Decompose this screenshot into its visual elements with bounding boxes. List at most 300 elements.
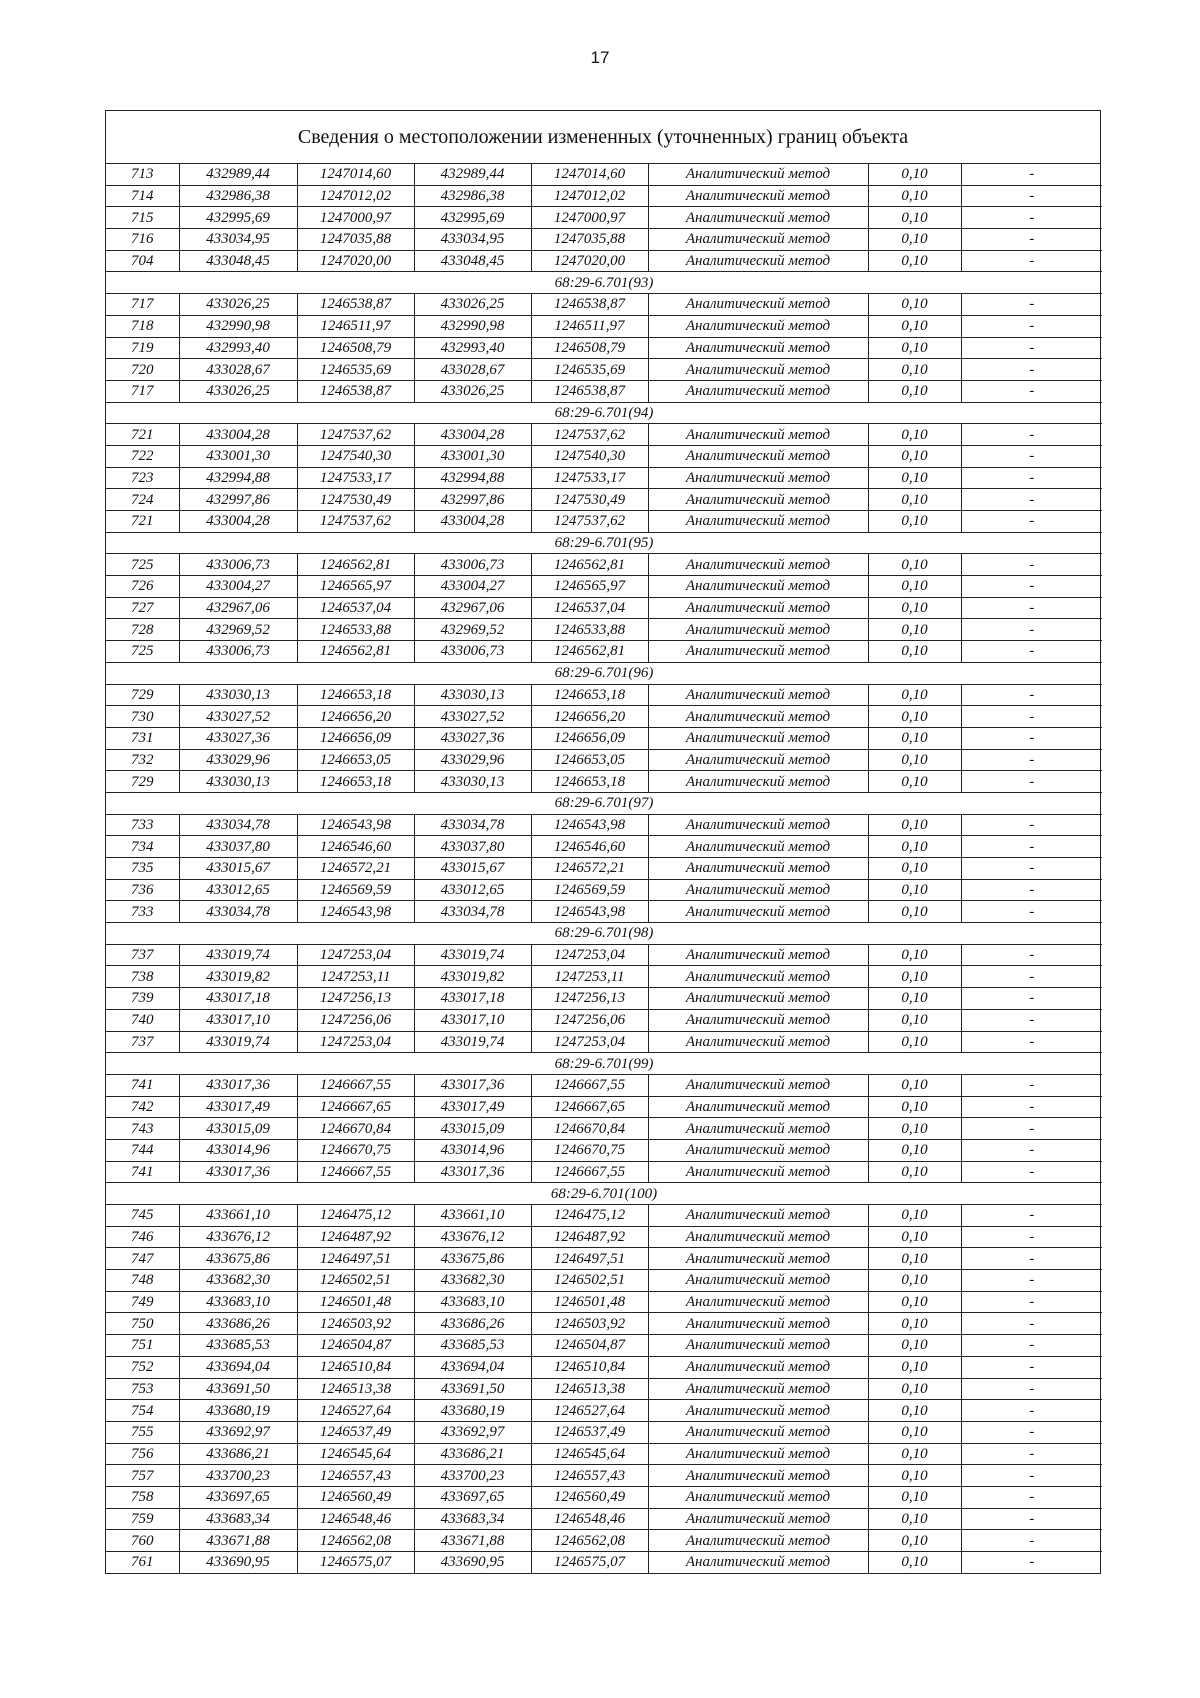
x-new: 433017,10 xyxy=(414,1009,531,1031)
note-cell: - xyxy=(961,1335,1102,1357)
note-cell: - xyxy=(961,229,1102,251)
table-row xyxy=(106,597,1102,619)
method-cell: Аналитический метод xyxy=(648,554,868,576)
accuracy-cell: 0,10 xyxy=(868,1552,961,1573)
table-row xyxy=(106,445,1102,467)
accuracy-cell: 0,10 xyxy=(868,641,961,663)
table-row xyxy=(106,1161,1102,1183)
note-cell: - xyxy=(961,879,1102,901)
point-number: 717 xyxy=(106,380,179,402)
y-old: 1246513,38 xyxy=(297,1378,414,1400)
point-number: 714 xyxy=(106,185,179,207)
note-cell: - xyxy=(961,164,1102,185)
method-cell: Аналитический метод xyxy=(648,1378,868,1400)
table-row xyxy=(106,966,1102,988)
table-body xyxy=(106,164,1102,1573)
table-row xyxy=(106,1530,1102,1552)
x-old: 433017,36 xyxy=(179,1074,297,1096)
point-number: 726 xyxy=(106,576,179,598)
accuracy-cell: 0,10 xyxy=(868,1421,961,1443)
y-old: 1247537,62 xyxy=(297,424,414,446)
method-cell: Аналитический метод xyxy=(648,1421,868,1443)
x-old: 433026,25 xyxy=(179,294,297,316)
y-new: 1246562,81 xyxy=(531,641,648,663)
accuracy-cell: 0,10 xyxy=(868,1074,961,1096)
y-old: 1246557,43 xyxy=(297,1465,414,1487)
x-new: 433685,53 xyxy=(414,1335,531,1357)
note-cell: - xyxy=(961,380,1102,402)
note-cell: - xyxy=(961,1161,1102,1183)
x-new: 432993,40 xyxy=(414,337,531,359)
y-new: 1246475,12 xyxy=(531,1205,648,1227)
y-new: 1247035,88 xyxy=(531,229,648,251)
method-cell: Аналитический метод xyxy=(648,315,868,337)
point-number: 731 xyxy=(106,727,179,749)
point-number: 743 xyxy=(106,1118,179,1140)
y-new: 1246533,88 xyxy=(531,619,648,641)
y-new: 1246670,84 xyxy=(531,1118,648,1140)
method-cell: Аналитический метод xyxy=(648,445,868,467)
point-number: 756 xyxy=(106,1443,179,1465)
y-old: 1246537,49 xyxy=(297,1421,414,1443)
point-number: 737 xyxy=(106,1031,179,1053)
table-row xyxy=(106,684,1102,706)
point-number: 717 xyxy=(106,294,179,316)
y-old: 1247035,88 xyxy=(297,229,414,251)
point-number: 735 xyxy=(106,858,179,880)
x-old: 433034,95 xyxy=(179,229,297,251)
table-row xyxy=(106,727,1102,749)
x-old: 433026,25 xyxy=(179,380,297,402)
table-row xyxy=(106,489,1102,511)
y-new: 1246656,20 xyxy=(531,706,648,728)
note-cell: - xyxy=(961,1313,1102,1335)
y-old: 1246504,87 xyxy=(297,1335,414,1357)
x-new: 433675,86 xyxy=(414,1248,531,1270)
y-new: 1246670,75 xyxy=(531,1139,648,1161)
table-row xyxy=(106,858,1102,880)
method-cell: Аналитический метод xyxy=(648,879,868,901)
group-header-row xyxy=(106,1183,1102,1205)
point-number: 729 xyxy=(106,684,179,706)
group-header-row xyxy=(106,272,1102,294)
y-old: 1247256,06 xyxy=(297,1009,414,1031)
accuracy-cell: 0,10 xyxy=(868,1356,961,1378)
table-row xyxy=(106,901,1102,923)
y-old: 1246562,08 xyxy=(297,1530,414,1552)
table-row xyxy=(106,1074,1102,1096)
y-old: 1246656,09 xyxy=(297,727,414,749)
note-cell: - xyxy=(961,858,1102,880)
table-row xyxy=(106,814,1102,836)
x-new: 433014,96 xyxy=(414,1139,531,1161)
method-cell: Аналитический метод xyxy=(648,1465,868,1487)
point-number: 741 xyxy=(106,1074,179,1096)
method-cell: Аналитический метод xyxy=(648,836,868,858)
y-new: 1246503,92 xyxy=(531,1313,648,1335)
x-new: 433006,73 xyxy=(414,554,531,576)
y-new: 1246653,05 xyxy=(531,749,648,771)
point-number: 718 xyxy=(106,315,179,337)
x-new: 433048,45 xyxy=(414,250,531,272)
y-new: 1247256,06 xyxy=(531,1009,648,1031)
x-old: 433700,23 xyxy=(179,1465,297,1487)
y-old: 1247253,04 xyxy=(297,1031,414,1053)
note-cell: - xyxy=(961,424,1102,446)
accuracy-cell: 0,10 xyxy=(868,250,961,272)
y-old: 1247256,13 xyxy=(297,988,414,1010)
method-cell: Аналитический метод xyxy=(648,901,868,923)
x-old: 432995,69 xyxy=(179,207,297,229)
x-new: 433030,13 xyxy=(414,771,531,793)
y-old: 1246565,97 xyxy=(297,576,414,598)
point-number: 761 xyxy=(106,1552,179,1573)
x-old: 433006,73 xyxy=(179,554,297,576)
x-new: 432989,44 xyxy=(414,164,531,185)
x-old: 432990,98 xyxy=(179,315,297,337)
group-label: 68:29-6.701(95) xyxy=(106,532,1102,554)
point-number: 732 xyxy=(106,749,179,771)
accuracy-cell: 0,10 xyxy=(868,576,961,598)
x-new: 433661,10 xyxy=(414,1205,531,1227)
group-label: 68:29-6.701(97) xyxy=(106,792,1102,814)
x-old: 433694,04 xyxy=(179,1356,297,1378)
table-row xyxy=(106,294,1102,316)
accuracy-cell: 0,10 xyxy=(868,445,961,467)
x-new: 432997,86 xyxy=(414,489,531,511)
y-new: 1247253,04 xyxy=(531,944,648,966)
note-cell: - xyxy=(961,1443,1102,1465)
method-cell: Аналитический метод xyxy=(648,706,868,728)
x-new: 433034,78 xyxy=(414,814,531,836)
method-cell: Аналитический метод xyxy=(648,1313,868,1335)
y-old: 1247014,60 xyxy=(297,164,414,185)
y-old: 1246543,98 xyxy=(297,814,414,836)
y-new: 1247540,30 xyxy=(531,445,648,467)
x-new: 433682,30 xyxy=(414,1270,531,1292)
accuracy-cell: 0,10 xyxy=(868,706,961,728)
x-old: 433697,65 xyxy=(179,1486,297,1508)
note-cell: - xyxy=(961,489,1102,511)
point-number: 753 xyxy=(106,1378,179,1400)
y-old: 1246487,92 xyxy=(297,1226,414,1248)
x-old: 433030,13 xyxy=(179,771,297,793)
table-row xyxy=(106,1443,1102,1465)
y-old: 1246538,87 xyxy=(297,380,414,402)
note-cell: - xyxy=(961,445,1102,467)
table-row xyxy=(106,315,1102,337)
y-old: 1246502,51 xyxy=(297,1270,414,1292)
table-row xyxy=(106,380,1102,402)
y-new: 1246546,60 xyxy=(531,836,648,858)
method-cell: Аналитический метод xyxy=(648,489,868,511)
point-number: 719 xyxy=(106,337,179,359)
method-cell: Аналитический метод xyxy=(648,164,868,185)
y-old: 1246575,07 xyxy=(297,1552,414,1573)
x-old: 433004,27 xyxy=(179,576,297,598)
y-new: 1247014,60 xyxy=(531,164,648,185)
accuracy-cell: 0,10 xyxy=(868,467,961,489)
table-row xyxy=(106,576,1102,598)
note-cell: - xyxy=(961,1291,1102,1313)
y-old: 1246572,21 xyxy=(297,858,414,880)
accuracy-cell: 0,10 xyxy=(868,380,961,402)
y-new: 1246548,46 xyxy=(531,1508,648,1530)
method-cell: Аналитический метод xyxy=(648,1226,868,1248)
accuracy-cell: 0,10 xyxy=(868,1009,961,1031)
method-cell: Аналитический метод xyxy=(648,1031,868,1053)
y-new: 1247253,04 xyxy=(531,1031,648,1053)
accuracy-cell: 0,10 xyxy=(868,901,961,923)
table-title: Сведения о местоположении измененных (уточненных) границ объекта xyxy=(106,111,1100,164)
x-new: 433029,96 xyxy=(414,749,531,771)
y-old: 1247533,17 xyxy=(297,467,414,489)
method-cell: Аналитический метод xyxy=(648,858,868,880)
note-cell: - xyxy=(961,359,1102,381)
accuracy-cell: 0,10 xyxy=(868,966,961,988)
method-cell: Аналитический метод xyxy=(648,966,868,988)
accuracy-cell: 0,10 xyxy=(868,814,961,836)
table-row xyxy=(106,1465,1102,1487)
accuracy-cell: 0,10 xyxy=(868,1486,961,1508)
table-row xyxy=(106,1248,1102,1270)
x-old: 432986,38 xyxy=(179,185,297,207)
note-cell: - xyxy=(961,250,1102,272)
accuracy-cell: 0,10 xyxy=(868,1161,961,1183)
y-old: 1246503,92 xyxy=(297,1313,414,1335)
point-number: 746 xyxy=(106,1226,179,1248)
table-row xyxy=(106,1205,1102,1227)
x-new: 433697,65 xyxy=(414,1486,531,1508)
x-new: 433034,95 xyxy=(414,229,531,251)
x-old: 432994,88 xyxy=(179,467,297,489)
table-row xyxy=(106,1031,1102,1053)
x-new: 432969,52 xyxy=(414,619,531,641)
x-old: 433661,10 xyxy=(179,1205,297,1227)
y-new: 1246545,64 xyxy=(531,1443,648,1465)
point-number: 745 xyxy=(106,1205,179,1227)
table-row xyxy=(106,1486,1102,1508)
accuracy-cell: 0,10 xyxy=(868,1205,961,1227)
boundary-table-frame xyxy=(105,110,1101,1574)
y-old: 1246562,81 xyxy=(297,641,414,663)
point-number: 750 xyxy=(106,1313,179,1335)
point-number: 749 xyxy=(106,1291,179,1313)
note-cell: - xyxy=(961,1096,1102,1118)
x-new: 433015,09 xyxy=(414,1118,531,1140)
x-new: 433017,18 xyxy=(414,988,531,1010)
x-old: 433691,50 xyxy=(179,1378,297,1400)
point-number: 713 xyxy=(106,164,179,185)
point-number: 716 xyxy=(106,229,179,251)
x-old: 433676,12 xyxy=(179,1226,297,1248)
y-new: 1246537,49 xyxy=(531,1421,648,1443)
note-cell: - xyxy=(961,749,1102,771)
page-number: 17 xyxy=(590,48,610,67)
y-old: 1246656,20 xyxy=(297,706,414,728)
table-row xyxy=(106,511,1102,533)
x-old: 432989,44 xyxy=(179,164,297,185)
x-new: 433683,34 xyxy=(414,1508,531,1530)
y-old: 1246497,51 xyxy=(297,1248,414,1270)
x-new: 433017,36 xyxy=(414,1161,531,1183)
y-old: 1246653,05 xyxy=(297,749,414,771)
group-label: 68:29-6.701(94) xyxy=(106,402,1102,424)
y-new: 1247000,97 xyxy=(531,207,648,229)
x-new: 433004,28 xyxy=(414,511,531,533)
note-cell: - xyxy=(961,337,1102,359)
note-cell: - xyxy=(961,1118,1102,1140)
accuracy-cell: 0,10 xyxy=(868,749,961,771)
y-new: 1246511,97 xyxy=(531,315,648,337)
table-row xyxy=(106,1421,1102,1443)
method-cell: Аналитический метод xyxy=(648,337,868,359)
x-new: 433019,82 xyxy=(414,966,531,988)
y-new: 1246538,87 xyxy=(531,294,648,316)
y-old: 1246653,18 xyxy=(297,771,414,793)
method-cell: Аналитический метод xyxy=(648,684,868,706)
accuracy-cell: 0,10 xyxy=(868,164,961,185)
point-number: 747 xyxy=(106,1248,179,1270)
point-number: 725 xyxy=(106,641,179,663)
table-row xyxy=(106,1226,1102,1248)
x-old: 433017,10 xyxy=(179,1009,297,1031)
y-old: 1247530,49 xyxy=(297,489,414,511)
accuracy-cell: 0,10 xyxy=(868,1031,961,1053)
point-number: 755 xyxy=(106,1421,179,1443)
accuracy-cell: 0,10 xyxy=(868,1508,961,1530)
y-old: 1246538,87 xyxy=(297,294,414,316)
x-old: 433686,21 xyxy=(179,1443,297,1465)
x-old: 433683,10 xyxy=(179,1291,297,1313)
accuracy-cell: 0,10 xyxy=(868,489,961,511)
note-cell: - xyxy=(961,1356,1102,1378)
point-number: 715 xyxy=(106,207,179,229)
table-row xyxy=(106,1552,1102,1573)
method-cell: Аналитический метод xyxy=(648,207,868,229)
x-new: 433006,73 xyxy=(414,641,531,663)
x-old: 432969,52 xyxy=(179,619,297,641)
method-cell: Аналитический метод xyxy=(648,294,868,316)
note-cell: - xyxy=(961,554,1102,576)
x-new: 433019,74 xyxy=(414,1031,531,1053)
point-number: 759 xyxy=(106,1508,179,1530)
x-old: 433019,82 xyxy=(179,966,297,988)
table-row xyxy=(106,1139,1102,1161)
table-row xyxy=(106,207,1102,229)
method-cell: Аналитический метод xyxy=(648,1248,868,1270)
note-cell: - xyxy=(961,1421,1102,1443)
x-old: 433675,86 xyxy=(179,1248,297,1270)
method-cell: Аналитический метод xyxy=(648,1139,868,1161)
accuracy-cell: 0,10 xyxy=(868,315,961,337)
note-cell: - xyxy=(961,706,1102,728)
point-number: 738 xyxy=(106,966,179,988)
y-new: 1246667,55 xyxy=(531,1161,648,1183)
table-row xyxy=(106,879,1102,901)
method-cell: Аналитический метод xyxy=(648,185,868,207)
note-cell: - xyxy=(961,1378,1102,1400)
y-new: 1247253,11 xyxy=(531,966,648,988)
x-old: 433034,78 xyxy=(179,901,297,923)
x-old: 432997,86 xyxy=(179,489,297,511)
table-row xyxy=(106,988,1102,1010)
note-cell: - xyxy=(961,944,1102,966)
method-cell: Аналитический метод xyxy=(648,597,868,619)
x-new: 432995,69 xyxy=(414,207,531,229)
x-new: 433676,12 xyxy=(414,1226,531,1248)
table-row xyxy=(106,1400,1102,1422)
note-cell: - xyxy=(961,727,1102,749)
accuracy-cell: 0,10 xyxy=(868,337,961,359)
note-cell: - xyxy=(961,619,1102,641)
table-row xyxy=(106,1378,1102,1400)
table-row xyxy=(106,1096,1102,1118)
point-number: 720 xyxy=(106,359,179,381)
method-cell: Аналитический метод xyxy=(648,1400,868,1422)
x-old: 433037,80 xyxy=(179,836,297,858)
x-old: 432993,40 xyxy=(179,337,297,359)
note-cell: - xyxy=(961,901,1102,923)
accuracy-cell: 0,10 xyxy=(868,424,961,446)
note-cell: - xyxy=(961,511,1102,533)
table-row xyxy=(106,619,1102,641)
y-new: 1246656,09 xyxy=(531,727,648,749)
table-row xyxy=(106,1291,1102,1313)
point-number: 741 xyxy=(106,1161,179,1183)
table-row xyxy=(106,554,1102,576)
x-new: 433028,67 xyxy=(414,359,531,381)
method-cell: Аналитический метод xyxy=(648,1096,868,1118)
y-old: 1246527,64 xyxy=(297,1400,414,1422)
y-new: 1247256,13 xyxy=(531,988,648,1010)
y-old: 1247253,11 xyxy=(297,966,414,988)
x-old: 433030,13 xyxy=(179,684,297,706)
note-cell: - xyxy=(961,1009,1102,1031)
table-row xyxy=(106,1009,1102,1031)
y-new: 1246543,98 xyxy=(531,901,648,923)
x-new: 433686,21 xyxy=(414,1443,531,1465)
method-cell: Аналитический метод xyxy=(648,424,868,446)
point-number: 723 xyxy=(106,467,179,489)
method-cell: Аналитический метод xyxy=(648,1530,868,1552)
x-new: 433700,23 xyxy=(414,1465,531,1487)
x-old: 433017,18 xyxy=(179,988,297,1010)
y-new: 1246501,48 xyxy=(531,1291,648,1313)
accuracy-cell: 0,10 xyxy=(868,1226,961,1248)
point-number: 704 xyxy=(106,250,179,272)
point-number: 748 xyxy=(106,1270,179,1292)
x-new: 433680,19 xyxy=(414,1400,531,1422)
x-new: 433037,80 xyxy=(414,836,531,858)
x-new: 433027,52 xyxy=(414,706,531,728)
note-cell: - xyxy=(961,576,1102,598)
y-old: 1246667,55 xyxy=(297,1161,414,1183)
note-cell: - xyxy=(961,1270,1102,1292)
y-new: 1246543,98 xyxy=(531,814,648,836)
point-number: 760 xyxy=(106,1530,179,1552)
x-old: 433027,36 xyxy=(179,727,297,749)
note-cell: - xyxy=(961,467,1102,489)
y-new: 1246653,18 xyxy=(531,684,648,706)
accuracy-cell: 0,10 xyxy=(868,359,961,381)
y-new: 1246569,59 xyxy=(531,879,648,901)
y-old: 1246560,49 xyxy=(297,1486,414,1508)
point-number: 733 xyxy=(106,901,179,923)
note-cell: - xyxy=(961,1530,1102,1552)
x-old: 433019,74 xyxy=(179,944,297,966)
point-number: 737 xyxy=(106,944,179,966)
